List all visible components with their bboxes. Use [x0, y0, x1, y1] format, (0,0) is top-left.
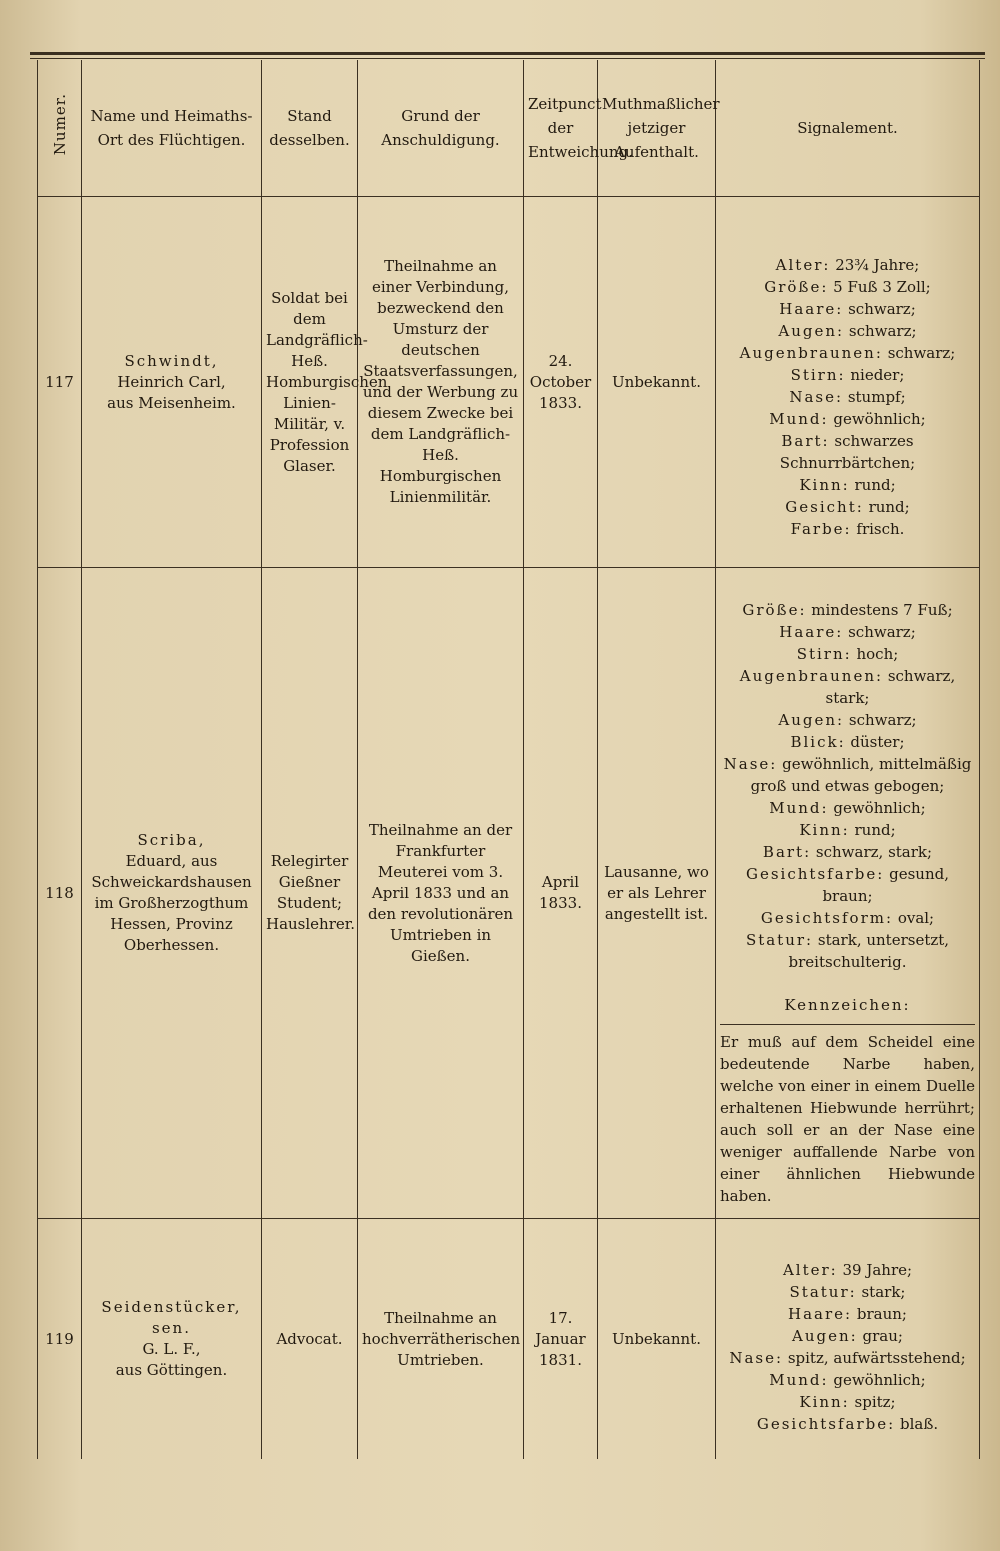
name-line: Heinrich Carl,: [117, 372, 226, 391]
name-line: Eduard, aus Schweickardshausen im Großherzogthum Hessen, Provinz Oberhessen.: [91, 852, 252, 954]
description-item: Mund: gewöhnlich;: [769, 799, 926, 817]
name-line: G. L. F.,: [142, 1340, 201, 1358]
description-item: Stirn: nieder;: [790, 366, 905, 384]
description-item: Mund: gewöhnlich;: [769, 410, 926, 428]
table-row: [38, 568, 980, 1219]
header-number: Numer.: [38, 60, 82, 197]
description-item: Augen: schwarz;: [778, 711, 917, 729]
presumed-whereabouts: Unbekannt.: [598, 197, 716, 568]
header-name: Name und Heimaths-Ort des Flüchtigen.: [82, 60, 262, 197]
header-whereabouts: Muthmaßlicher jetziger Aufenthalt.: [598, 60, 716, 197]
presumed-whereabouts: Unbekannt.: [598, 1219, 716, 1460]
escape-date: April 1833.: [524, 568, 598, 1219]
description-item: Augen: grau;: [792, 1327, 903, 1345]
description-item: Stirn: hoch;: [796, 645, 899, 663]
fugitive-status: Soldat bei dem Landgräflich-Heß. Homburgischen Linien-Militär, v. Profession Glaser.: [262, 197, 358, 568]
top-rule-thin: [30, 58, 985, 59]
accusation-reason: Theilnahme an einer Verbindung, bezweckend den Umsturz der deutschen Staatsverfassungen, und der Werbung zu diesem Zwecke bei dem Landgräflich-Heß. Homburgischen Linienmilitär.: [358, 197, 524, 568]
fugitive-status: Advocat.: [262, 1219, 358, 1460]
description-item: Statur: stark, untersetzt, breitschulterig.: [745, 931, 950, 971]
table-row: [38, 1219, 980, 1460]
fugitive-name: [82, 197, 262, 568]
description-item: Nase: spitz, aufwärtsstehend;: [729, 1349, 966, 1367]
presumed-whereabouts: Lausanne, wo er als Lehrer angestellt ist.: [598, 568, 716, 1219]
name-line: Scriba,: [137, 831, 206, 849]
header-row: [38, 60, 980, 197]
description-item: Nase: gewöhnlich, mittelmäßig groß und etwas gebogen;: [723, 755, 972, 795]
name-line: aus Meisenheim.: [107, 393, 236, 412]
row-number: 118: [38, 568, 82, 1219]
description-item: Haare: schwarz;: [779, 623, 916, 641]
name-line: Seidenstücker, sen.: [101, 1298, 242, 1337]
escape-date: 24. October 1833.: [524, 197, 598, 568]
escape-date: 17. Januar 1831.: [524, 1219, 598, 1460]
distinguishing-marks-text: Er muß auf dem Scheidel eine bedeutende Narbe haben, welche von einer in einem Duelle erhaltenen Hiebwunde herrührt; auch soll er an der Nase eine weniger auffallende Narbe von einer ähnlichen Hiebwunde haben.: [720, 1024, 975, 1207]
description-item: Kinn: spitz;: [799, 1393, 896, 1411]
accusation-reason: Theilnahme an der Frankfurter Meuterei vom 3. April 1833 und an den revolutionären Umtrieben in Gießen.: [358, 568, 524, 1219]
fugitive-name: [82, 568, 262, 1219]
row-number: 119: [38, 1219, 82, 1460]
description-item: Alter: 23¾ Jahre;: [775, 256, 920, 274]
description-item: Kinn: rund;: [799, 476, 896, 494]
header-description: Signalement.: [716, 60, 980, 197]
description-item: Gesichtsfarbe: gesund, braun;: [746, 865, 949, 905]
description-item: Gesichtsfarbe: blaß.: [756, 1415, 939, 1433]
description-item: Statur: stark;: [789, 1283, 906, 1301]
top-rule: [30, 52, 985, 55]
description-item: Augenbraunen: schwarz, stark;: [739, 667, 956, 707]
description-item: Farbe: frisch.: [790, 520, 905, 538]
description-item: Nase: stumpf;: [789, 388, 906, 406]
row-number: 117: [38, 197, 82, 568]
description-cell: [716, 197, 980, 568]
description-item: Blick: düster;: [790, 733, 905, 751]
description-item: Größe: mindestens 7 Fuß;: [742, 601, 953, 619]
description-item: Haare: schwarz;: [779, 300, 916, 318]
header-date: Zeitpunct der Entweichung.: [524, 60, 598, 197]
accusation-reason: Theilnahme an hochverrätherischen Umtrieben.: [358, 1219, 524, 1460]
table-row: [38, 197, 980, 568]
description-cell: [716, 568, 980, 1219]
description-item: Bart: schwarz, stark;: [762, 843, 933, 861]
description-item: Gesicht: rund;: [785, 498, 910, 516]
description-item: Alter: 39 Jahre;: [782, 1261, 913, 1279]
description-item: Bart: schwarzes Schnurrbärtchen;: [779, 432, 916, 472]
description-item: Kinn: rund;: [799, 821, 896, 839]
description-item: Augenbraunen: schwarz;: [739, 344, 956, 362]
name-line: Schwindt,: [124, 351, 219, 370]
description-item: Gesichtsform: oval;: [760, 909, 935, 927]
header-status: Stand desselben.: [262, 60, 358, 197]
fugitive-register-table: [37, 60, 980, 1459]
distinguishing-marks-title: Kennzeichen:: [784, 996, 911, 1014]
description-item: Augen: schwarz;: [778, 322, 917, 340]
description-item: Mund: gewöhnlich;: [769, 1371, 926, 1389]
fugitive-status: Relegirter Gießner Student; Hauslehrer.: [262, 568, 358, 1219]
description-item: Größe: 5 Fuß 3 Zoll;: [764, 278, 931, 296]
name-line: aus Göttingen.: [115, 1361, 228, 1379]
description-item: Haare: braun;: [788, 1305, 907, 1323]
header-reason: Grund der Anschuldigung.: [358, 60, 524, 197]
description-cell: [716, 1219, 980, 1460]
fugitive-name: [82, 1219, 262, 1460]
